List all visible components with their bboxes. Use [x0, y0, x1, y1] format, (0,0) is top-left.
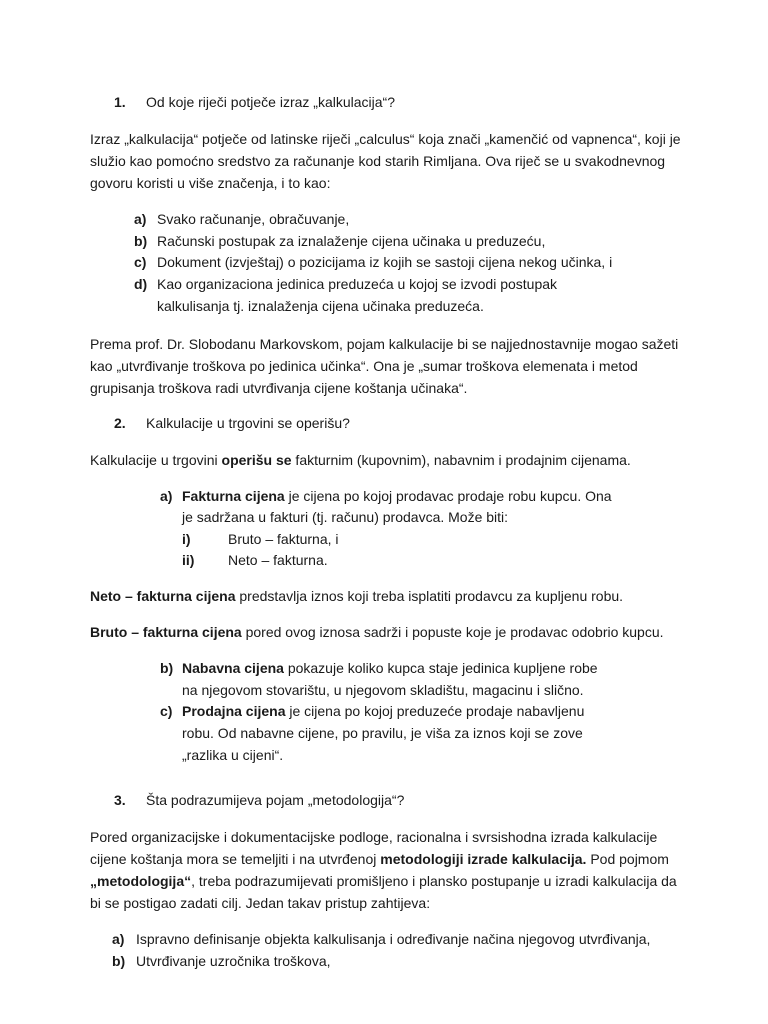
sub-list-item-text: Bruto – fakturna, i [228, 530, 339, 547]
paragraph-net-price [90, 585, 690, 607]
list-item-text: Računski postupak za iznalaženje cijena učinaka u preduzeću, [157, 232, 546, 249]
methodology-list [90, 929, 690, 972]
bold-term: metodologiji izrade kalkulacija. [380, 851, 587, 868]
list-item [160, 701, 615, 766]
paragraph-trade-prices [90, 449, 690, 471]
list-item-text: Kao organizaciona jedinica preduzeća u kojoj se izvodi postupak kalkulisanja tj. iznalaženja cijena učinaka preduzeća. [157, 276, 558, 314]
question-number: 2. [114, 414, 126, 431]
question-3-heading [90, 790, 690, 811]
text-run: Kalkulacije u trgovini [90, 451, 222, 468]
paragraph-gross-price [90, 621, 690, 643]
meanings-list [90, 209, 690, 318]
question-2-heading [90, 413, 690, 434]
bold-term: Neto – fakturna cijena [90, 587, 236, 604]
text-run: Pored organizacijske i dokumentacijske podloge, racionalna i svrsishodna izrada kalkulacije cijene koštanja mora se temeljiti i na utvrđenoj [90, 829, 658, 868]
paragraph-origin: Izraz „kalkulacija“ potječe od latinske riječi „calculus“ koja znači „kamenčić od vapnenca“, koji je služio kao pomoćno sredstvo za računanje kod starih Rimljana. Ova riječ se u svakodnevnog govoru koristi u više značenja, i to kao: [90, 131, 681, 191]
bold-term: Fakturna cijena [182, 487, 285, 504]
question-title: Kalkulacije u trgovini se operišu? [146, 414, 350, 431]
list-item [112, 929, 690, 951]
bold-term: Prodajna cijena [182, 703, 286, 720]
text-run: fakturnim (kupovnim), nabavnim i prodajnim cijenama. [291, 451, 631, 468]
list-marker: a) [134, 211, 147, 227]
sub-list-item [160, 529, 615, 551]
list-item [134, 209, 690, 231]
question-title: Šta podrazumijeva pojam „metodologija“? [146, 792, 405, 809]
list-marker: b) [134, 232, 148, 249]
bold-term: Nabavna cijena [182, 659, 284, 676]
list-item-text: pokazuje koliko kupca staje jedinica kupljene robe na njegovom stovarištu, u njegovom skladištu, magacinu i slično. [182, 659, 598, 698]
list-marker: c) [134, 254, 147, 271]
sub-list-marker: i) [182, 530, 191, 547]
price-types-list [90, 486, 690, 572]
list-marker: b) [160, 659, 174, 676]
document-page [90, 92, 690, 973]
question-1-heading [90, 92, 690, 113]
paragraph-methodology [90, 826, 690, 914]
list-marker: b) [112, 953, 126, 970]
question-number: 1. [114, 94, 126, 110]
price-types-list-continued [90, 658, 690, 767]
paragraph-definition: Prema prof. Dr. Slobodanu Markovskom, pojam kalkulacije bi se najjednostavnije mogao sažeti kao „utvrđivanje troškova po jedinica učinka“. Ona je „sumar troškova elemenata i metod grupisanja troškova radi utvrđivanja cijene koštanja učinaka“. [90, 335, 679, 396]
list-item [112, 951, 690, 973]
list-item [160, 658, 615, 701]
list-item-text: Svako računanje, obračuvanje, [157, 211, 350, 227]
list-marker: a) [112, 931, 125, 948]
list-marker: a) [160, 487, 173, 504]
list-item [160, 486, 615, 529]
list-item-text: Dokument (izvještaj) o pozicijama iz kojih se sastoji cijena nekog učinka, i [157, 254, 613, 271]
question-title: Od koje riječi potječe izraz „kalkulacija“? [146, 94, 395, 110]
sub-list-item-text: Neto – fakturna. [228, 552, 328, 569]
question-number: 3. [114, 792, 126, 809]
text-run: pored ovog iznosa sadrži i popuste koje je prodavac odobrio kupcu. [241, 623, 664, 640]
sub-list-item [160, 550, 615, 572]
sub-list-marker: ii) [182, 552, 195, 569]
text-run: Pod pojmom [586, 851, 669, 868]
bold-term: „metodologija“ [90, 873, 192, 890]
list-item-text: je cijena po kojoj prodavac prodaje robu kupcu. Ona je sadržana u fakturi (tj. računu) prodavca. Može biti: [182, 487, 612, 526]
bold-term: Bruto – fakturna cijena [90, 623, 242, 640]
list-item [134, 274, 690, 317]
list-item [134, 252, 690, 274]
list-item [134, 231, 690, 253]
list-marker: c) [160, 703, 173, 720]
bold-term: operišu se [221, 451, 292, 468]
list-item-text: Ispravno definisanje objekta kalkulisanja i određivanje načina njegovog utvrđivanja, [136, 931, 651, 948]
list-item-text: Utvrđivanje uzročnika troškova, [136, 953, 331, 970]
list-marker: d) [134, 276, 148, 293]
list-item-text: je cijena po kojoj preduzeće prodaje nabavljenu robu. Od nabavne cijene, po pravilu, je viša za iznos koji se zove „razlika u cijeni“. [182, 703, 585, 763]
text-run: , treba podrazumijevati promišljeno i plansko postupanje u izradi kalkulacija da bi se postigao zadati cilj. Jedan takav pristup zahtijeva: [90, 873, 677, 912]
text-run: predstavlja iznos koji treba isplatiti prodavcu za kupljenu robu. [235, 587, 624, 604]
